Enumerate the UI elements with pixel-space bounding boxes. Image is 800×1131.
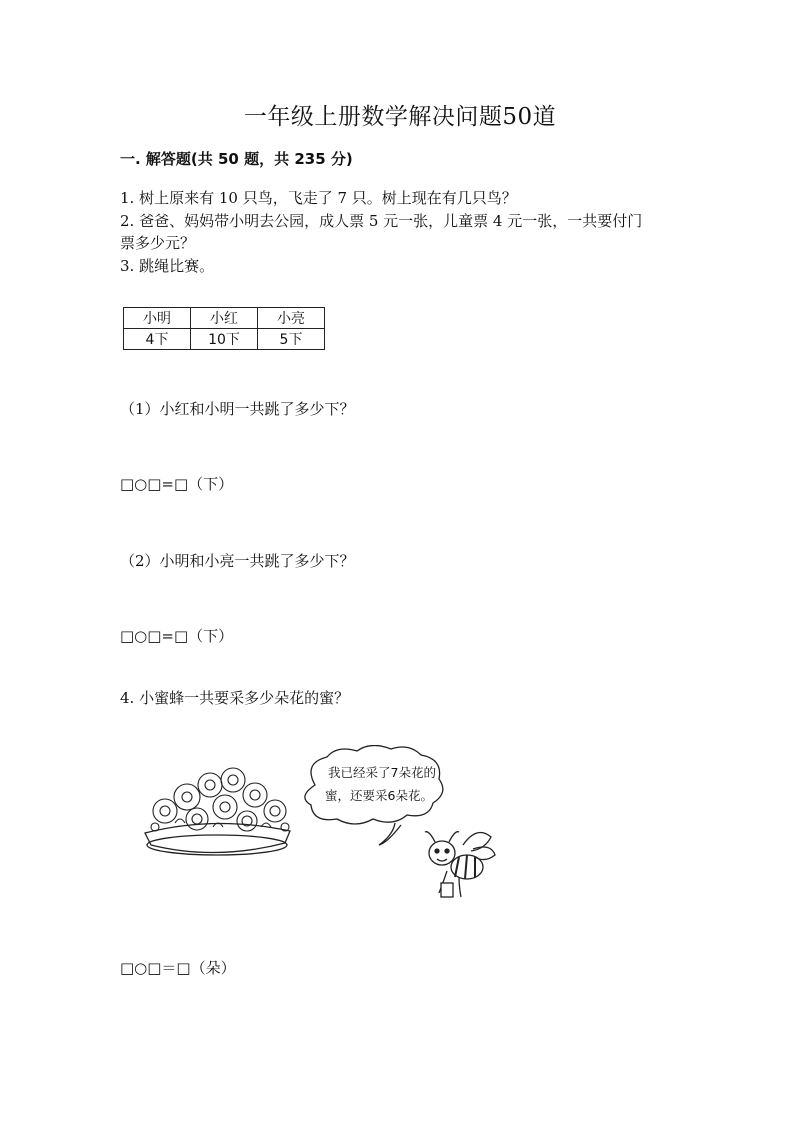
question-3-sub1-formula: □○□=□（下） [120, 475, 234, 493]
table-cell: 5下 [258, 329, 325, 350]
bee-image [425, 832, 495, 897]
question-3: 3. 跳绳比赛。 [120, 257, 215, 275]
flowers-and-bee-illustration [125, 745, 505, 915]
question-3-sub2: （2）小明和小亮一共跳了多少下？ [120, 552, 355, 570]
question-2-line1: 2. 爸爸、妈妈带小明去公园，成人票 5 元一张，儿童票 4 元一张，一共要付门 [120, 212, 643, 230]
question-2-line2: 票多少元？ [120, 234, 196, 252]
table-header-cell: 小红 [191, 308, 258, 329]
flower-basket-image [145, 768, 290, 855]
question-3-sub1: （1）小红和小明一共跳了多少下？ [120, 400, 355, 418]
question-3-sub2-formula: □○□=□（下） [120, 627, 234, 645]
table-header-cell: 小明 [124, 308, 191, 329]
speech-bubble-line2: 蜜，还要采6朵花。 [325, 788, 433, 803]
question-4: 4. 小蜜蜂一共要采多少朵花的蜜？ [120, 689, 350, 707]
jump-rope-table [123, 307, 325, 350]
question-1: 1. 树上原来有 10 只鸟，飞走了 7 只。树上现在有几只鸟？ [120, 189, 517, 207]
speech-bubble-line1: 我已经采了7朵花的 [328, 765, 436, 780]
table-row [124, 329, 325, 350]
page-title: 一年级上册数学解决问题50道 [243, 104, 557, 130]
speech-bubble [305, 745, 443, 845]
section-heading: 一. 解答题(共 50 题，共 235 分) [120, 150, 353, 168]
table-cell: 4下 [124, 329, 191, 350]
table-header-row [124, 308, 325, 329]
table-header-cell: 小亮 [258, 308, 325, 329]
table-cell: 10下 [191, 329, 258, 350]
question-4-formula: □○□＝□（朵） [120, 959, 236, 977]
